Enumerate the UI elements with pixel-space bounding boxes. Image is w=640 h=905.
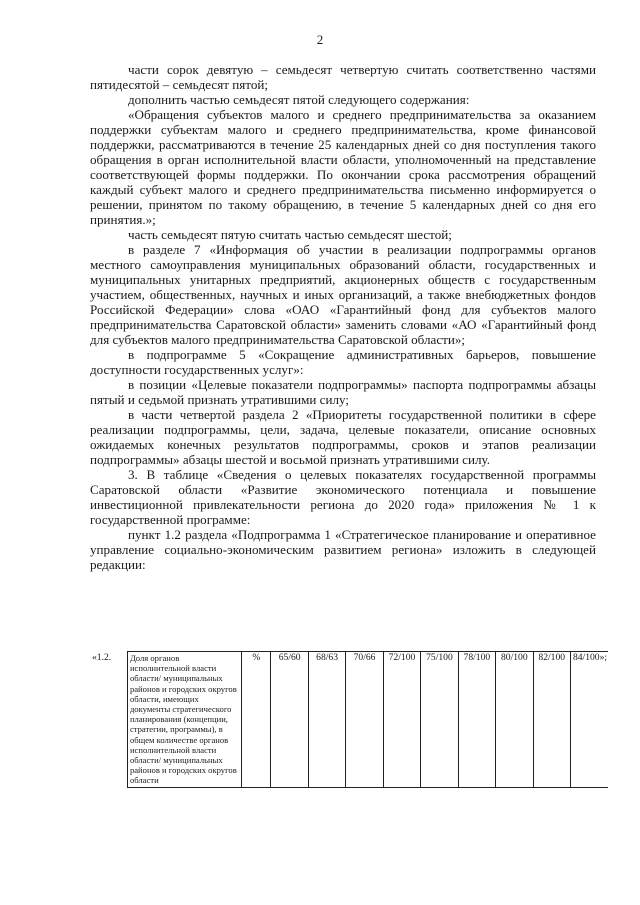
table-row xyxy=(90,652,608,788)
paragraph: «Обращения субъектов малого и среднего предпринимательства за оказанием поддержки субъектам малого и среднего предпринимательства, кроме финансовой поддержки, рассматриваются в течение 25 календарных дней со дня поступления такого обращения в орган исполнительной власти области, уполномоченный на представление соответствующей формы поддержки. По окончании срока рассмотрения обращений каждый субъект малого и среднего предпринимательства письменно информируется о решении, принятом по такому обращению, в течение 5 календарных дней со дня его принятия.»; xyxy=(90,107,596,227)
paragraph: часть семьдесят пятую считать частью семьдесят шестой; xyxy=(128,227,452,242)
value-cell: 80/100 xyxy=(496,652,533,788)
page-number: 2 xyxy=(316,32,324,47)
indicator-name-cell: Доля органов исполнительной власти области/ муниципальных районов и городских округов области, имеющих документы стратегического планирования (концепции, стратегии, программы), в общем количестве органов исполнительной власти области/ муниципальных районов и городских округов области xyxy=(127,652,241,788)
value-cell: 68/63 xyxy=(308,652,345,788)
value-cell: 84/100»; xyxy=(570,652,608,788)
paragraph: части сорок девятую – семьдесят четвертую считать соответственно частями пятидесятой – семьдесят пятой; xyxy=(90,62,596,92)
paragraph: дополнить частью семьдесят пятой следующего содержания: xyxy=(128,92,470,107)
paragraph: в разделе 7 «Информация об участии в реализации подпрограммы органов местного самоуправления муниципальных образований области, государственных и муниципальных унитарных предприятий, акционерных обществ с государственным участием, общественных, научных и иных организаций, а также внебюджетных фондов Российской Федерации» слова «ОАО «Гарантийный фонд для субъектов малого предпринимательства Саратовской области» заменить словами «АО «Гарантийный фонд для субъектов малого предпринимательства Саратовской области»; xyxy=(90,242,596,347)
indicator-table-container xyxy=(90,651,608,788)
value-cell: 82/100 xyxy=(533,652,570,788)
value-cell: 70/66 xyxy=(346,652,383,788)
paragraph: в части четвертой раздела 2 «Приоритеты государственной политики в сфере реализации подпрограммы, цели, задача, целевые показатели, описание основных ожидаемых конечных результатов подпрограммы, сроков и этапов реализации подпрограммы» абзацы шестой и восьмой признать утратившими силу. xyxy=(90,407,596,467)
paragraph: в подпрограмме 5 «Сокращение административных барьеров, повышение доступности государственных услуг»: xyxy=(90,347,596,377)
value-cell: 75/100 xyxy=(421,652,458,788)
value-cell: 72/100 xyxy=(383,652,420,788)
paragraph: 3. В таблице «Сведения о целевых показателях государственной программы Саратовской области «Развитие экономического потенциала и повышение инвестиционной привлекательности региона до 2020 года» приложения № 1 к государственной программе: xyxy=(90,467,596,527)
value-cell: 65/60 xyxy=(271,652,308,788)
indicator-table xyxy=(90,651,608,788)
paragraph: пункт 1.2 раздела «Подпрограмма 1 «Стратегическое планирование и оперативное управление социально-экономическим развитием региона» изложить в следующей редакции: xyxy=(90,527,596,572)
unit-cell: % xyxy=(242,652,271,788)
value-cell: 78/100 xyxy=(458,652,495,788)
row-number-cell: «1.2. xyxy=(92,651,112,663)
document-body xyxy=(90,62,596,572)
paragraph: в позиции «Целевые показатели подпрограммы» паспорта подпрограммы абзацы пятый и седьмой признать утратившими силу; xyxy=(90,377,596,407)
